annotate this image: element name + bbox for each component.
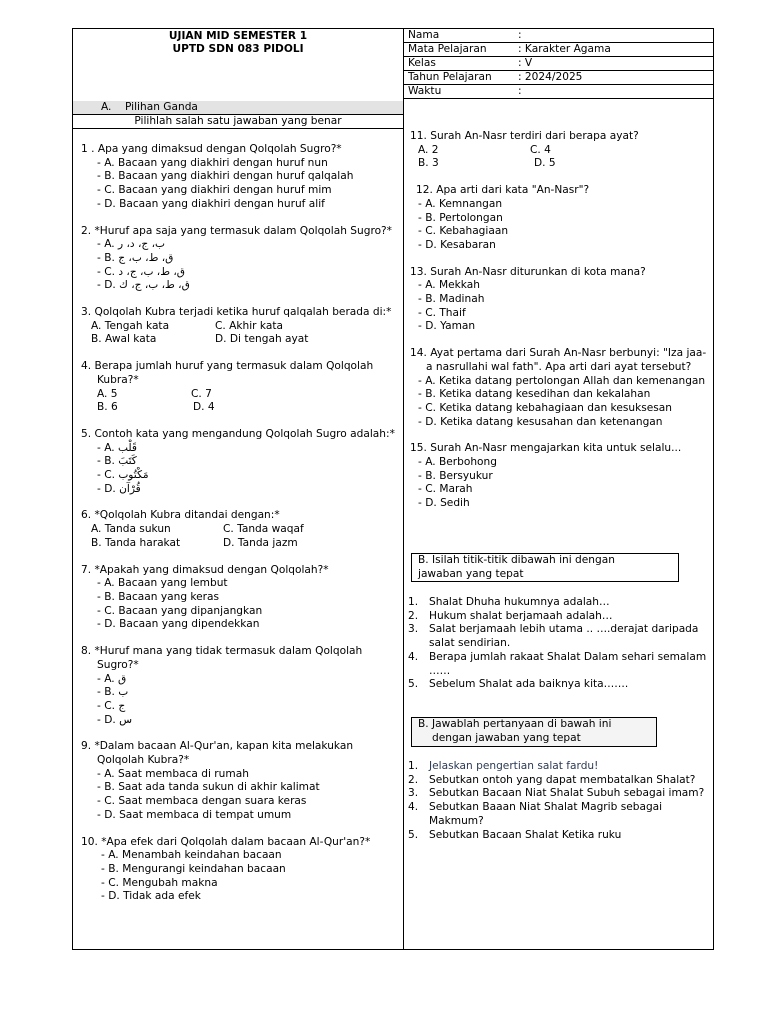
option-b[interactable]: - B. ق، ط، ب، ج xyxy=(97,251,174,264)
question-stem: 1 . Apa yang dimaksud dengan Qolqolah Sugro?* xyxy=(81,143,342,155)
option-d[interactable]: - D. قُرْآن xyxy=(97,482,141,495)
info-value: : 2024/2025 xyxy=(514,71,714,85)
question-stem: 12. Apa arti dari kata "An-Nasr"? xyxy=(416,184,590,197)
option-d[interactable]: - D. س xyxy=(97,713,133,726)
item-number: 2. xyxy=(408,773,419,786)
option-b[interactable]: B. 6 xyxy=(97,401,118,414)
option-c[interactable]: - C. Marah xyxy=(418,483,473,496)
question-stem: 10. *Apa efek dari Qolqolah dalam bacaan Al-Qur'an?* xyxy=(81,835,371,848)
section-a-instruction: Pilihlah salah satu jawaban yang benar xyxy=(73,115,403,129)
exam-header xyxy=(73,29,403,102)
exam-title: UJIAN MID SEMESTER 1 xyxy=(168,30,308,42)
option-d[interactable]: - D. Ketika datang kesusahan dan ketenangan xyxy=(418,415,663,428)
option-a[interactable]: - A. قَلْب xyxy=(97,441,137,454)
section-c-list xyxy=(406,760,710,842)
option-a[interactable]: - A. Berbohong xyxy=(418,456,497,469)
item-number: 1. xyxy=(408,596,419,608)
item-number: 5. xyxy=(408,678,419,691)
option-b[interactable]: - B. Bacaan yang keras xyxy=(97,590,220,603)
question-stem: 6. *Qolqolah Kubra ditandai dengan:* xyxy=(81,509,280,522)
option-c[interactable]: C. 4 xyxy=(530,143,551,156)
question-stem: 2. *Huruf apa saja yang termasuk dalam Qolqolah Sugro?* xyxy=(81,224,392,237)
option-a[interactable]: A. 2 xyxy=(418,143,439,156)
option-d[interactable]: D. Tanda jazm xyxy=(223,536,298,549)
info-label: Kelas xyxy=(404,57,514,71)
option-a[interactable]: - A. ق xyxy=(97,672,127,685)
question-10 xyxy=(81,836,399,905)
item-text: Jelaskan pengertian salat fardu! xyxy=(429,760,599,772)
fill-item xyxy=(406,623,710,650)
info-value: : Karakter Agama xyxy=(514,43,714,57)
item-number: 4. xyxy=(408,801,419,814)
option-c[interactable]: - C. Bacaan yang diakhiri dengan huruf mim xyxy=(97,184,332,197)
identity-table xyxy=(404,29,714,99)
question-3 xyxy=(81,306,399,347)
item-number: 2. xyxy=(408,609,419,622)
option-c[interactable]: - C. Mengubah makna xyxy=(101,876,218,889)
option-a[interactable]: A. Tanda sukun xyxy=(91,523,171,536)
question-11 xyxy=(410,130,710,171)
item-number: 4. xyxy=(408,650,419,663)
option-b[interactable]: - B. كَتَبَ xyxy=(97,455,137,468)
essay-item xyxy=(406,760,710,774)
option-a[interactable]: - A. Mekkah xyxy=(418,279,480,292)
question-stem: 8. *Huruf mana yang tidak termasuk dalam Qolqolah Sugro?* xyxy=(81,645,363,671)
info-value[interactable]: : xyxy=(514,85,714,99)
question-4 xyxy=(81,360,399,415)
question-8 xyxy=(81,645,399,727)
left-column xyxy=(81,143,399,904)
option-c[interactable]: - C. Kebahagiaan xyxy=(418,225,509,238)
option-d[interactable]: - D. Bacaan yang dipendekkan xyxy=(97,618,260,631)
option-b[interactable]: - B. Madinah xyxy=(418,293,485,306)
exam-sheet xyxy=(72,28,714,950)
item-text: Sebutkan Bacaan Shalat Ketika ruku xyxy=(429,828,622,841)
school-name: UPTD SDN 083 PIDOLI xyxy=(172,43,304,55)
info-row-tahun xyxy=(404,71,714,85)
question-stem: 5. Contoh kata yang mengandung Qolqolah Sugro adalah:* xyxy=(81,427,395,440)
essay-item xyxy=(406,774,710,788)
question-14 xyxy=(410,347,710,429)
option-c[interactable]: - C. Bacaan yang dipanjangkan xyxy=(97,604,263,617)
section-c-subtitle: dengan jawaban yang tepat xyxy=(432,731,581,744)
option-d[interactable]: - D. Tidak ada efek xyxy=(101,890,201,903)
fill-item xyxy=(406,610,710,624)
question-5 xyxy=(81,428,399,497)
question-stem: 4. Berapa jumlah huruf yang termasuk dalam Qolqolah Kubra?* xyxy=(81,360,374,386)
section-c-header xyxy=(411,717,657,747)
section-b-subtitle: jawaban yang tepat xyxy=(418,567,524,580)
option-a[interactable]: - A. Saat membaca di rumah xyxy=(97,767,249,780)
info-value[interactable]: : xyxy=(514,29,714,43)
option-d[interactable]: D. 4 xyxy=(193,401,215,414)
essay-item xyxy=(406,829,710,843)
question-stem: 15. Surah An-Nasr mengajarkan kita untuk selalu... xyxy=(410,442,682,455)
option-a[interactable]: A. Tengah kata xyxy=(91,319,170,332)
option-b[interactable]: - B. Bacaan yang diakhiri dengan huruf qalqalah xyxy=(97,170,354,183)
question-9 xyxy=(81,740,399,822)
option-c[interactable]: C. 7 xyxy=(191,387,212,400)
question-stem: 13. Surah An-Nasr diturunkan di kota mana? xyxy=(410,265,646,278)
fill-item xyxy=(406,596,710,610)
info-value: : V xyxy=(514,57,714,71)
item-text: Sebutkan Bacaan Niat Shalat Subuh sebagai imam? xyxy=(429,787,705,800)
section-a-letter: A. xyxy=(101,101,112,113)
info-label: Waktu xyxy=(404,85,514,99)
item-text: Salat berjamaah lebih utama .. ….derajat daripada salat sendirian. xyxy=(429,623,699,650)
question-6 xyxy=(81,509,399,550)
question-stem: 9. *Dalam bacaan Al-Qur'an, kapan kita melakukan Qolqolah Kubra?* xyxy=(81,740,354,767)
question-stem: 11. Surah An-Nasr terdiri dari berapa ayat? xyxy=(410,130,639,142)
option-b[interactable]: - B. Mengurangi keindahan bacaan xyxy=(101,862,286,875)
item-text: Sebutkan Baaan Niat Shalat Magrib sebagai Makmum? xyxy=(429,801,663,827)
option-c[interactable]: C. Akhir kata xyxy=(215,319,283,332)
info-label: Mata Pelajaran xyxy=(404,43,514,57)
section-b-list xyxy=(406,596,710,692)
question-15 xyxy=(410,442,710,511)
option-c[interactable]: - C. مَكْتُوب xyxy=(97,469,149,482)
item-number: 5. xyxy=(408,828,419,841)
option-d[interactable]: - D. Kesabaran xyxy=(418,238,496,251)
item-text: Sebelum Shalat ada baiknya kita……. xyxy=(429,678,629,691)
item-text: Hukum shalat berjamaah adalah… xyxy=(429,609,613,622)
option-a[interactable]: - A. Kemnangan xyxy=(418,197,503,210)
question-stem: 3. Qolqolah Kubra terjadi ketika huruf qalqalah berada di:* xyxy=(81,306,392,319)
question-13 xyxy=(410,266,710,335)
option-b[interactable]: B. Awal kata xyxy=(91,333,157,346)
option-c[interactable]: - C. Saat membaca dengan suara keras xyxy=(97,795,307,808)
right-column xyxy=(410,130,710,511)
option-a[interactable]: - A. ب، ج، د، ر xyxy=(97,238,166,251)
item-text: Sebutkan ontoh yang dapat membatalkan Shalat? xyxy=(429,773,696,786)
info-row-kelas xyxy=(404,57,714,71)
info-label: Tahun Pelajaran xyxy=(404,71,514,85)
section-c-title: B. Jawablah pertanyaan di bawah ini xyxy=(418,718,612,730)
fill-item xyxy=(406,651,710,678)
option-d[interactable]: - D. ق، ط، ب، ج، ك xyxy=(97,279,190,292)
option-d[interactable]: - D. Saat membaca di tempat umum xyxy=(97,808,292,821)
info-row-mapel xyxy=(404,43,714,57)
option-b[interactable]: - B. ب xyxy=(97,686,129,699)
fill-item xyxy=(406,678,710,692)
option-a[interactable]: - A. Bacaan yang lembut xyxy=(97,577,228,590)
option-b[interactable]: B. Tanda harakat xyxy=(91,536,181,549)
info-label: Nama xyxy=(404,29,514,43)
question-stem: 7. *Apakah yang dimaksud dengan Qolqolah?* xyxy=(81,563,329,576)
option-d[interactable]: - D. Yaman xyxy=(418,320,476,333)
option-b[interactable]: - B. Saat ada tanda sukun di akhir kalimat xyxy=(97,781,320,794)
question-7 xyxy=(81,564,399,633)
option-b[interactable]: - B. Ketika datang kesedihan dan kekalahan xyxy=(418,388,651,401)
question-2 xyxy=(81,225,399,294)
option-a[interactable]: - A. Ketika datang pertolongan Allah dan kemenangan xyxy=(418,374,706,387)
option-c[interactable]: - C. ج xyxy=(97,699,126,712)
option-a[interactable]: A. 5 xyxy=(97,387,118,400)
option-a[interactable]: - A. Bacaan yang diakhiri dengan huruf nun xyxy=(97,156,328,169)
option-d[interactable]: D. Di tengah ayat xyxy=(215,333,309,346)
item-text: Berapa jumlah rakaat Shalat Dalam sehari semalam …… xyxy=(429,650,707,677)
section-a-header xyxy=(73,101,403,115)
info-row-nama xyxy=(404,29,714,43)
item-number: 1. xyxy=(408,760,419,772)
item-number: 3. xyxy=(408,787,419,800)
option-c[interactable]: - C. ق، ط، ب، ج، د xyxy=(97,265,186,278)
option-c[interactable]: - C. Ketika datang kebahagiaan dan kesuksesan xyxy=(418,401,672,414)
column-divider xyxy=(403,29,404,949)
option-d[interactable]: - D. Sedih xyxy=(418,497,470,510)
essay-item xyxy=(406,801,710,828)
item-text: Shalat Dhuha hukumnya adalah… xyxy=(429,596,610,608)
question-12 xyxy=(410,184,710,253)
section-b-header xyxy=(411,553,679,582)
info-row-waktu xyxy=(404,85,714,99)
option-b[interactable]: - B. Bersyukur xyxy=(418,469,493,482)
option-c[interactable]: - C. Thaif xyxy=(418,306,466,319)
option-c[interactable]: C. Tanda waqaf xyxy=(223,523,304,536)
option-d[interactable]: D. 5 xyxy=(534,157,556,170)
section-b-title: B. Isilah titik-titik dibawah ini dengan xyxy=(418,554,615,566)
essay-item xyxy=(406,787,710,801)
option-b[interactable]: B. 3 xyxy=(418,157,439,170)
section-a-title: Pilihan Ganda xyxy=(125,101,198,113)
item-number: 3. xyxy=(408,623,419,636)
option-d[interactable]: - D. Bacaan yang diakhiri dengan huruf alif xyxy=(97,197,325,210)
question-stem: 14. Ayat pertama dari Surah An-Nasr berbunyi: "Iza jaa-a nasrullahi wal fath". Apa arti dari ayat tersebut? xyxy=(410,347,707,373)
option-b[interactable]: - B. Pertolongan xyxy=(418,211,503,224)
question-1 xyxy=(81,143,399,212)
option-a[interactable]: - A. Menambah keindahan bacaan xyxy=(101,849,282,862)
